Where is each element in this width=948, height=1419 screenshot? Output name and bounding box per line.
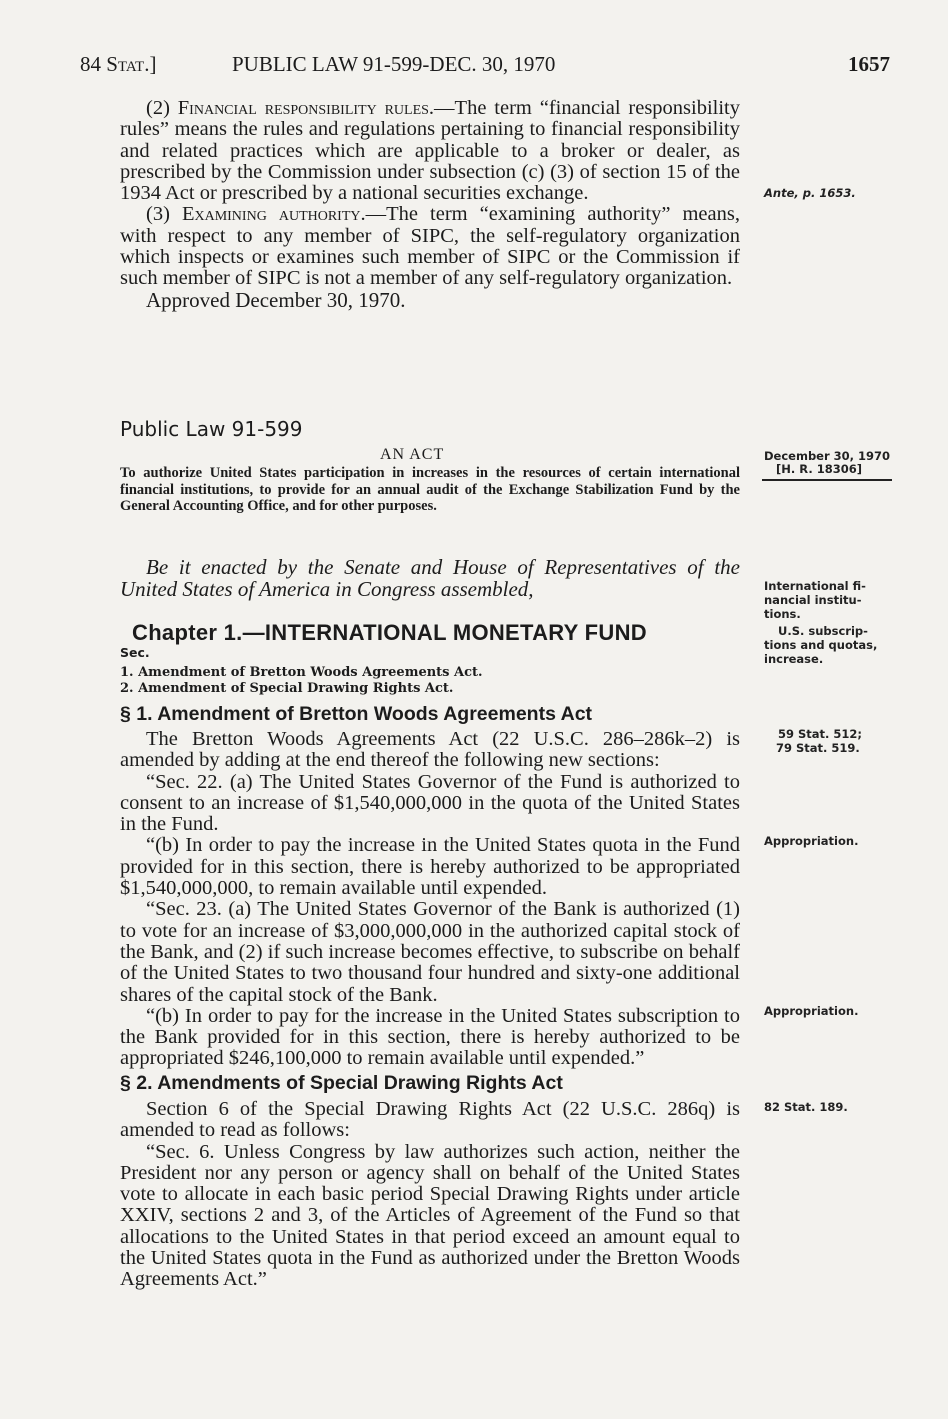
- header-statute-ref: 84 Stat.]: [80, 52, 157, 76]
- definition-financial-responsibility: (2) Financial responsibility rules.—The term “financial responsibility rules” means the rules and regulations pertaining to financial responsibility and related practices which are applicable to a broker or dealer, as prescribed by the Commission under subsection (c) (3) of section 15 of the 1934 Act or prescribed by a national securities exchange.: [120, 97, 741, 205]
- margin-note-bill: [H. R. 18306]: [776, 462, 862, 476]
- margin-note-stat-2: 79 Stat. 519.: [776, 741, 860, 755]
- definitions-block: [120, 98, 740, 311]
- act-purpose: To authorize United States participation in increases in the resources of certain international financial institutions, to provide for an annual audit of the Exchange Stabilization Fund by the General Accounting Office, and for other purposes.: [120, 465, 740, 514]
- section-2-paragraph: “Sec. 6. Unless Congress by law authorizes such action, neither the President nor any person or agency shall on behalf of the United States vote to allocate in each basic period Special Drawing Rights under article XXIV, sections 2 and 3, of the Articles of Agreement of the Fund so that allocations to the United States in that period exceed an amount equal to the United States quota in the Fund as authorized under the Bretton Woods Agreements Act.”: [120, 1140, 740, 1291]
- toc-item: 1. Amendment of Bretton Woods Agreements Act.: [120, 665, 483, 680]
- margin-note-ante: Ante, p. 1653.: [764, 186, 856, 200]
- section-2-paragraph: Section 6 of the Special Drawing Rights Act (22 U.S.C. 286q) is amended to read as follows:: [120, 1098, 740, 1142]
- toc-sec-label: Sec.: [120, 645, 150, 660]
- margin-note-stat-3: 82 Stat. 189.: [764, 1100, 848, 1114]
- section-2-body: [120, 1099, 740, 1291]
- toc-item: 2. Amendment of Special Drawing Rights Act.: [120, 681, 454, 696]
- margin-note-stat-1: 59 Stat. 512;: [778, 727, 863, 741]
- margin-note-appropriation: Appropriation.: [764, 1004, 859, 1018]
- margin-note-appropriation: Appropriation.: [764, 834, 859, 848]
- margin-note-us-subscriptions: U.S. subscrip- tions and quotas, increase.: [764, 624, 878, 666]
- public-law-label: Public Law 91-599: [120, 417, 303, 441]
- running-header: [80, 52, 890, 82]
- chapter-heading: Chapter 1.—INTERNATIONAL MONETARY FUND: [132, 620, 647, 645]
- enacting-clause: Be it enacted by the Senate and House of Representatives of the United States of America in Congress assembled,: [120, 555, 740, 601]
- definition-examining-authority: (3) Examining authority.—The term “examining authority” means, with respect to any member of SIPC, the self-regulatory organization which inspects or examines such member of SIPC or the Commission if such member of SIPC is not a member of any self-regulatory organization.: [120, 203, 740, 290]
- act-label: AN ACT: [380, 446, 445, 463]
- section-1-paragraph: “(b) In order to pay for the increase in the United States subscription to the Bank provided for in this section, there is hereby authorized to be appropriated $246,100,000 to remain available until expended.”: [120, 1004, 740, 1070]
- section-2-heading: § 2. Amendments of Special Drawing Rights Act: [120, 1072, 563, 1094]
- section-1-paragraph: “(b) In order to pay the increase in the United States quota in the Fund provided for in this section, there is hereby authorized to be appropriated $1,540,000,000, to remain available until expended.: [120, 834, 740, 900]
- section-1-paragraph: “Sec. 23. (a) The United States Governor of the Bank is authorized (1) to vote for an increase of $3,000,000,000 in the authorized capital stock of the Bank, and (2) if such increase becomes effective, to subscribe on behalf of the United States to two thousand four hundred and sixty-one additional shares of the capital stock of the Bank.: [120, 898, 740, 1006]
- margin-rule: [762, 479, 892, 481]
- margin-note-international: International fi- nancial institu- tions.: [764, 579, 866, 621]
- table-of-contents: [120, 665, 483, 697]
- header-law-title: PUBLIC LAW 91-599-DEC. 30, 1970: [232, 52, 556, 76]
- section-1-paragraph: The Bretton Woods Agreements Act (22 U.S.C. 286–286k–2) is amended by adding at the end thereof the following new sections:: [120, 728, 740, 772]
- page-number: 1657: [848, 52, 890, 76]
- section-1-body: [120, 729, 740, 1070]
- section-1-heading: § 1. Amendment of Bretton Woods Agreements Act: [120, 703, 593, 725]
- margin-note-date: December 30, 1970: [764, 449, 891, 463]
- approval-date: Approved December 30, 1970.: [146, 287, 406, 312]
- section-1-paragraph: “Sec. 22. (a) The United States Governor of the Fund is authorized to consent to an increase of $1,540,000,000 in the quota of the United States in the Fund.: [120, 770, 740, 836]
